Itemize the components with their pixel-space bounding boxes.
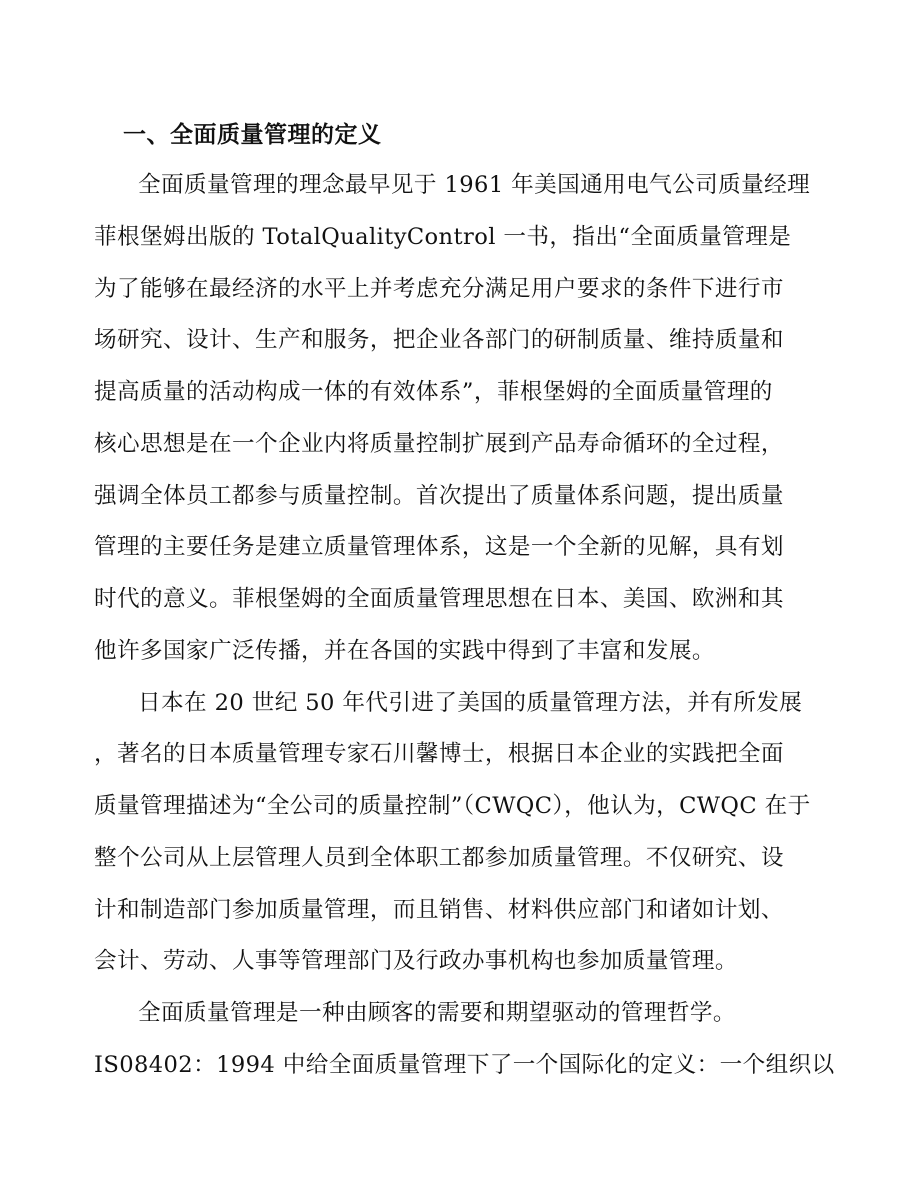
paragraph-line: IS08402：1994 中给全面质量管理下了一个国际化的定义：一个组织以	[94, 1052, 835, 1078]
paragraph-line: 时代的意义。菲根堡姆的全面质量管理思想在日本、美国、欧洲和其	[94, 586, 784, 612]
paragraph-line: 质量管理描述为“全公司的质量控制”（CWQC），他认为，CWQC 在于	[94, 793, 811, 819]
paragraph-line: 强调全体员工都参与质量控制。首次提出了质量体系问题，提出质量	[94, 483, 784, 509]
paragraph-line: ，著名的日本质量管理专家石川馨博士，根据日本企业的实践把全面	[94, 741, 784, 767]
paragraph-line: 会计、劳动、人事等管理部门及行政办事机构也参加质量管理。	[94, 948, 738, 974]
paragraph-line: 场研究、设计、生产和服务，把企业各部门的研制质量、维持质量和	[94, 327, 784, 353]
paragraph-line: 整个公司从上层管理人员到全体职工都参加质量管理。不仅研究、设	[94, 845, 784, 871]
paragraph-line: 核心思想是在一个企业内将质量控制扩展到产品寿命循环的全过程，	[94, 431, 784, 457]
paragraph-line: 日本在 20 世纪 50 年代引进了美国的质量管理方法，并有所发展	[138, 690, 803, 716]
paragraph-line: 管理的主要任务是建立质量管理体系，这是一个全新的见解，具有划	[94, 534, 784, 560]
paragraph-line: 计和制造部门参加质量管理，而且销售、材料供应部门和诸如计划、	[94, 897, 784, 923]
paragraph-line: 他许多国家广泛传播，并在各国的实践中得到了丰富和发展。	[94, 638, 715, 664]
paragraph-line: 提高质量的活动构成一体的有效体系”，菲根堡姆的全面质量管理的	[94, 379, 773, 405]
paragraph-line: 菲根堡姆出版的 TotalQualityControl 一书，指出“全面质量管理是	[94, 224, 792, 250]
paragraph-line: 全面质量管理的理念最早见于 1961 年美国通用电气公司质量经理	[138, 172, 811, 198]
paragraph-line: 为了能够在最经济的水平上并考虑充分满足用户要求的条件下进行市	[94, 276, 784, 302]
section-heading: 一、全面质量管理的定义	[123, 121, 382, 148]
paragraph-line: 全面质量管理是一种由顾客的需要和期望驱动的管理哲学。	[138, 1000, 736, 1026]
